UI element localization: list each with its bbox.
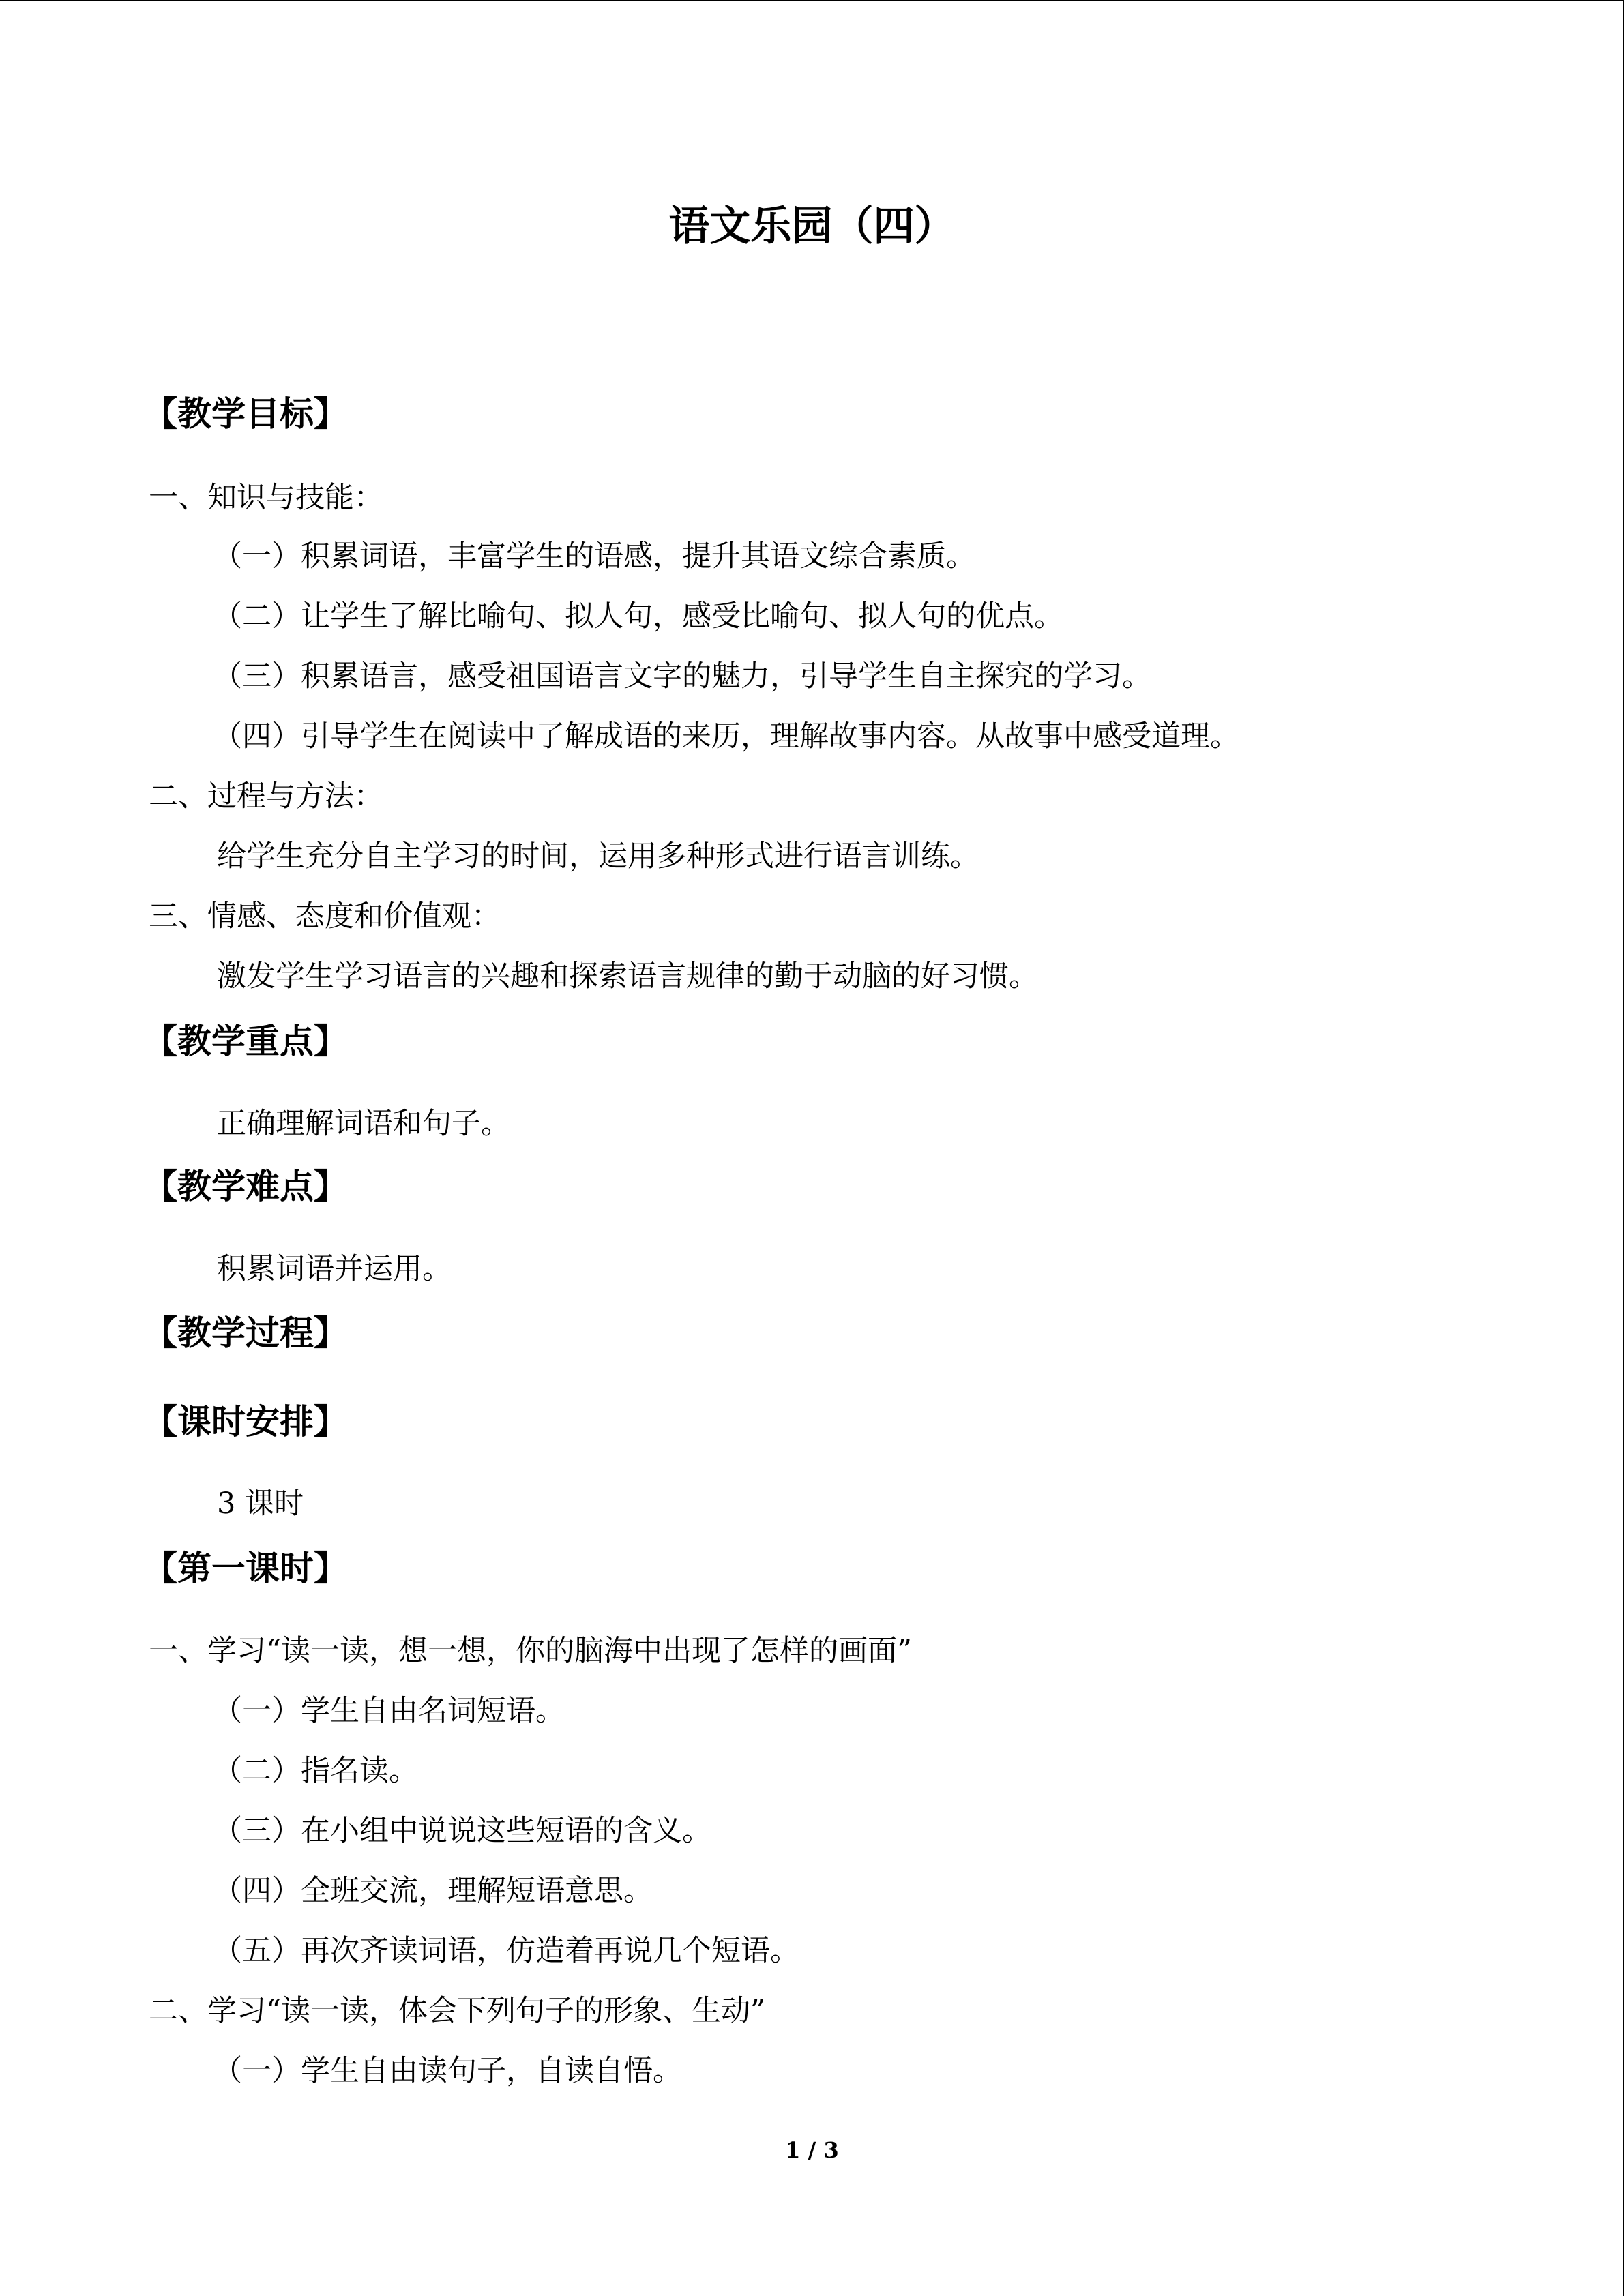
page-number: 1 / 3 — [785, 2137, 839, 2163]
heading-difficulties: 【教学难点】 — [143, 1167, 348, 1206]
heading-teaching-objectives: 【教学目标】 — [143, 394, 348, 434]
lesson-one-part1-item-5: （五）再次齐读词语，仿造着再说几个短语。 — [213, 1934, 799, 1968]
heading-schedule: 【课时安排】 — [143, 1402, 348, 1442]
objective-process-text: 给学生充分自主学习的时间，运用多种形式进行语言训练。 — [217, 839, 979, 874]
difficulties-text: 积累词语并运用。 — [217, 1252, 452, 1286]
schedule-text: 3 课时 — [217, 1487, 304, 1521]
objective-knowledge-item-2: （二）让学生了解比喻句、拟人句，感受比喻句、拟人句的优点。 — [213, 599, 1063, 633]
objective-knowledge-item-3: （三）积累语言，感受祖国语言文字的魅力，引导学生自主探究的学习。 — [213, 659, 1151, 694]
objective-emotion-text: 激发学生学习语言的兴趣和探索语言规律的勤于动脑的好习惯。 — [217, 959, 1038, 994]
lesson-one-part1-label: 一、学习“读一读，想一想，你的脑海中出现了怎样的画面” — [149, 1634, 912, 1668]
objective-emotion-label: 三、情感、态度和价值观： — [149, 899, 501, 934]
key-points-text: 正确理解词语和句子。 — [217, 1107, 510, 1141]
heading-lesson-one: 【第一课时】 — [143, 1549, 348, 1588]
lesson-one-part1-item-4: （四）全班交流，理解短语意思。 — [213, 1874, 653, 1908]
objective-knowledge-item-4: （四）引导学生在阅读中了解成语的来历，理解故事内容。从故事中感受道理。 — [213, 719, 1239, 754]
lesson-one-part1-item-3: （三）在小组中说说这些短语的含义。 — [213, 1814, 711, 1848]
lesson-one-part2-item-1: （一）学生自由读句子，自读自悟。 — [213, 2054, 682, 2088]
heading-key-points: 【教学重点】 — [143, 1022, 348, 1061]
heading-teaching-process: 【教学过程】 — [143, 1313, 348, 1353]
lesson-one-part1-item-2: （二）指名读。 — [213, 1754, 418, 1788]
lesson-one-part1-item-1: （一）学生自由名词短语。 — [213, 1694, 565, 1728]
objective-process-label: 二、过程与方法： — [149, 779, 383, 814]
lesson-one-part2-label: 二、学习“读一读，体会下列句子的形象、生动” — [149, 1994, 765, 2028]
document-title: 语文乐园（四） — [668, 203, 956, 250]
objective-knowledge-item-1: （一）积累词语，丰富学生的语感，提升其语文综合素质。 — [213, 539, 975, 573]
objective-knowledge-label: 一、知识与技能： — [149, 481, 383, 515]
